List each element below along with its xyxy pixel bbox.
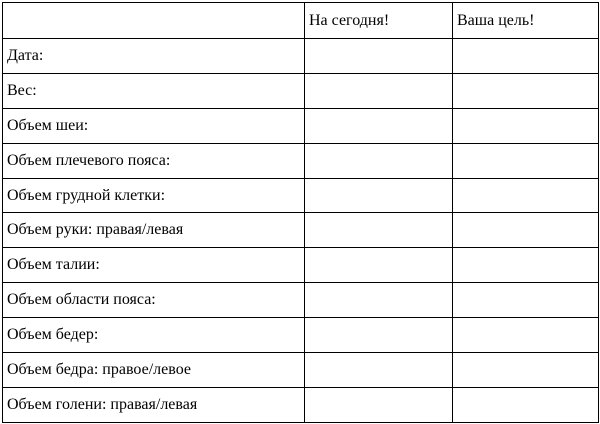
cell-today[interactable] (305, 143, 453, 178)
cell-goal[interactable] (453, 143, 599, 178)
row-label-shin: Объем голени: правая/левая (3, 387, 305, 422)
table-row (3, 213, 599, 248)
cell-goal[interactable] (453, 108, 599, 143)
table-row (3, 248, 599, 283)
cell-today[interactable] (305, 178, 453, 213)
row-label-neck: Объем шеи: (3, 108, 305, 143)
cell-today[interactable] (305, 387, 453, 422)
table-row (3, 39, 599, 74)
table-row (3, 143, 599, 178)
table-row (3, 73, 599, 108)
cell-today[interactable] (305, 108, 453, 143)
cell-goal[interactable] (453, 73, 599, 108)
cell-today[interactable] (305, 318, 453, 353)
table-row (3, 353, 599, 388)
cell-goal[interactable] (453, 387, 599, 422)
table-row (3, 318, 599, 353)
row-label-date: Дата: (3, 39, 305, 74)
cell-goal[interactable] (453, 178, 599, 213)
table-row (3, 178, 599, 213)
cell-goal[interactable] (453, 213, 599, 248)
cell-goal[interactable] (453, 283, 599, 318)
row-label-arm: Объем руки: правая/левая (3, 213, 305, 248)
cell-today[interactable] (305, 283, 453, 318)
row-label-thigh: Объем бедра: правое/левое (3, 353, 305, 388)
table-row (3, 387, 599, 422)
cell-today[interactable] (305, 248, 453, 283)
measurement-table (2, 2, 599, 423)
header-today: На сегодня! (305, 3, 453, 39)
cell-goal[interactable] (453, 318, 599, 353)
row-label-waist: Объем талии: (3, 248, 305, 283)
cell-today[interactable] (305, 213, 453, 248)
cell-today[interactable] (305, 353, 453, 388)
row-label-chest: Объем грудной клетки: (3, 178, 305, 213)
cell-goal[interactable] (453, 248, 599, 283)
cell-today[interactable] (305, 73, 453, 108)
row-label-belt-area: Объем области пояса: (3, 283, 305, 318)
cell-today[interactable] (305, 39, 453, 74)
row-label-weight: Вес: (3, 73, 305, 108)
header-label-column (3, 3, 305, 39)
header-goal: Ваша цель! (453, 3, 599, 39)
row-label-hips: Объем бедер: (3, 318, 305, 353)
measurement-form (2, 2, 598, 422)
cell-goal[interactable] (453, 39, 599, 74)
table-row (3, 108, 599, 143)
table-row (3, 283, 599, 318)
table-header-row (3, 3, 599, 39)
cell-goal[interactable] (453, 353, 599, 388)
row-label-shoulders: Объем плечевого пояса: (3, 143, 305, 178)
